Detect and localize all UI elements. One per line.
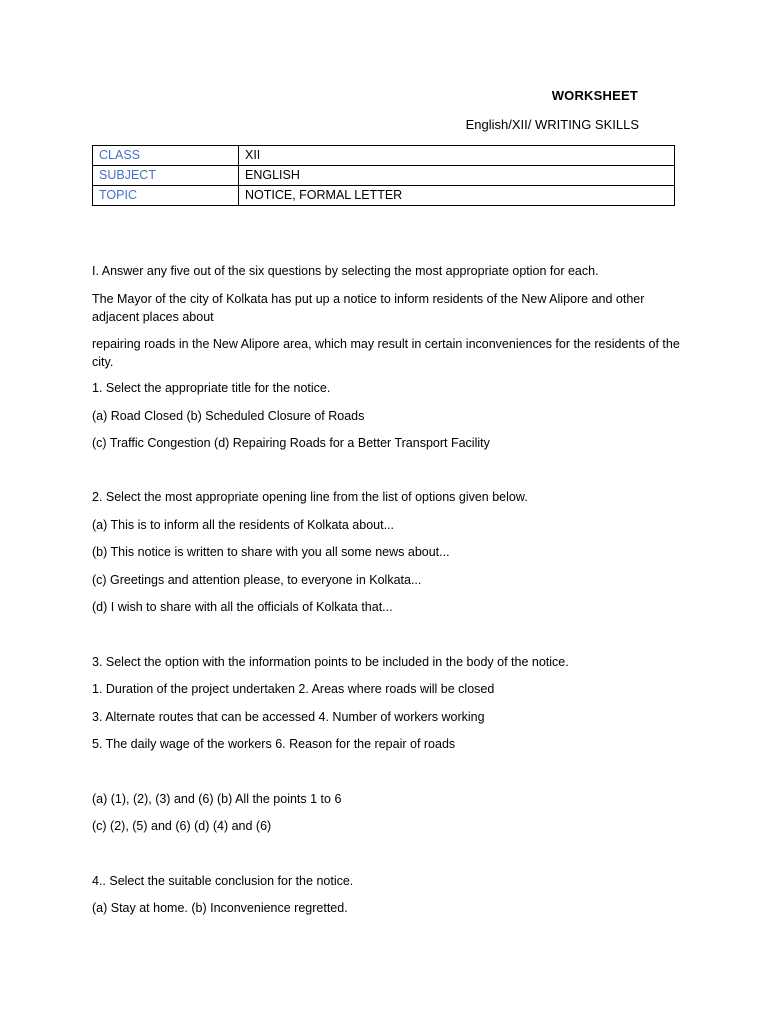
q2-question: 2. Select the most appropriate opening line from the list of options given below. [92, 490, 528, 504]
q4-question: 4.. Select the suitable conclusion for the notice. [92, 874, 354, 888]
q2-option-d: (d) I wish to share with all the officials of Kolkata that... [92, 600, 393, 614]
info-key-topic: TOPIC [93, 186, 239, 206]
q3-points-line-2: 3. Alternate routes that can be accessed 4. Number of workers working [92, 710, 485, 724]
worksheet-subtitle: English/XII/ WRITING SKILLS [465, 117, 639, 132]
info-row-class [93, 146, 675, 166]
info-row-subject [93, 166, 675, 186]
info-key-class: CLASS [93, 146, 239, 166]
q3-options-line-1: (a) (1), (2), (3) and (6) (b) All the points 1 to 6 [92, 792, 342, 806]
q2-option-c: (c) Greetings and attention please, to everyone in Kolkata... [92, 573, 422, 587]
q3-points-line-3: 5. The daily wage of the workers 6. Reason for the repair of roads [92, 737, 456, 751]
q3-points-line-1: 1. Duration of the project undertaken 2. Areas where roads will be closed [92, 682, 495, 696]
q3-options-line-2: (c) (2), (5) and (6) (d) (4) and (6) [92, 819, 272, 833]
passage-paragraph-1: The Mayor of the city of Kolkata has put up a notice to inform residents of the New Alipore and other adjacent places about [92, 292, 645, 324]
q1-options-line-1: (a) Road Closed (b) Scheduled Closure of Roads [92, 409, 365, 423]
q1-question: 1. Select the appropriate title for the notice. [92, 381, 331, 395]
info-value-class: XII [239, 146, 675, 166]
info-value-topic: NOTICE, FORMAL LETTER [239, 186, 675, 206]
q2-option-b: (b) This notice is written to share with you all some news about... [92, 545, 450, 559]
q4-options-line-1: (a) Stay at home. (b) Inconvenience regretted. [92, 901, 348, 915]
q1-options-line-2: (c) Traffic Congestion (d) Repairing Roads for a Better Transport Facility [92, 436, 490, 450]
info-table [92, 145, 675, 206]
q3-question: 3. Select the option with the information points to be included in the body of the notice. [92, 655, 569, 669]
info-key-subject: SUBJECT [93, 166, 239, 186]
info-row-topic [93, 186, 675, 206]
worksheet-title: WORKSHEET [551, 88, 638, 103]
instruction-text: I. Answer any five out of the six questions by selecting the most appropriate option for each. [92, 264, 599, 278]
passage-paragraph-2: repairing roads in the New Alipore area, which may result in certain inconveniences for the residents of the city. [92, 337, 680, 369]
info-value-subject: ENGLISH [239, 166, 675, 186]
q2-option-a: (a) This is to inform all the residents of Kolkata about... [92, 518, 394, 532]
